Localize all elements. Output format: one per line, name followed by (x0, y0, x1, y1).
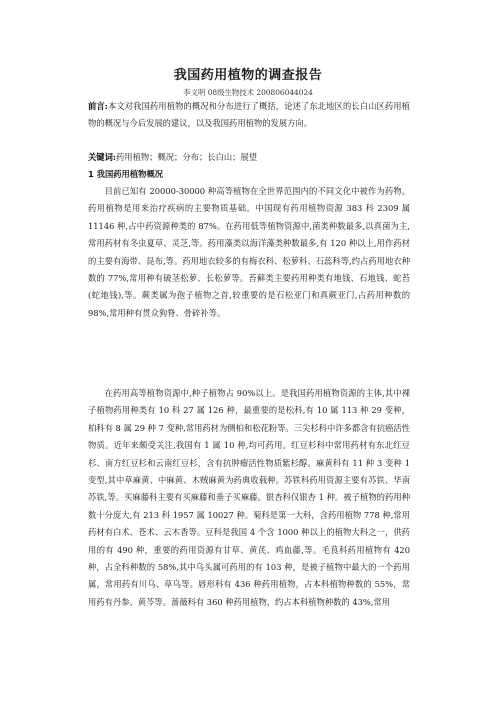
section-heading: 1 我国药用植物概况 (88, 169, 164, 179)
abstract-text: 本文对我国药用植物的概况和分布进行了概括，论述了东北地区的长白山区药用植物的概况与今后发展的建议，以及我国药用植物的发展方向。 (88, 101, 410, 129)
page-title: 我国药用植物的调查报告 (173, 68, 323, 83)
abstract-label: 前言: (88, 101, 108, 111)
keywords (88, 149, 410, 166)
abstract (88, 98, 410, 133)
author-line: 李义明 08级生物技术 200806044024 (183, 88, 313, 97)
paragraph: 目前已知有 20000-30000 种高等植物在全世界范围内的不同文化中被作为药物。药用植物是用来治疗疾病的主要物质基础。中国现有药用植物资源 383 科 2309 属 11146 种,占中药资源种类的 87%。在药用低等植物资源中,菌类种数最多,以真菌为主,常用药材有冬虫夏草、灵芝,等。药用藻类以海洋藻类种数最多,有 120 种以上,用作药材的主要有海带、昆布,等。药用地衣较多的有梅衣科、松萝科、石蕊科等,约占药用地衣种数的 77%,常用种有破茎松萝、长松萝等。苔藓类主要药用种类有地钱、石地钱、蛇苔(蛇地钱),等。蕨类属为孢子植物之首,较重要的是石松亚门和真蕨亚门,占药用种数的 98%,常用种有贯众狗脊、骨碎补等。 (88, 186, 410, 318)
paragraph: 在药用高等植物资源中,种子植物占 90%以上。是我国药用植物资源的主体,其中裸子植物药用种类有 10 科 27 属 126 种，最重要的是松科,有 10 属 113 种 29 变种，柏科有 8 属 29 种 7 变种,常用药材为侧柏和松花粉等。三尖杉科中许多都含有抗癌活性物质。近年来颇受关注,我国有 1 属 10 种,均可药用。红豆杉科中常用药材有东北红豆杉、南方红豆杉和云南红豆杉，含有抗肿瘤活性物质紫杉醇。麻黄科有 11 种 3 变种 1 变型,其中草麻黄、中麻黄、木贼麻黄为药典收载种。苏铁科药用资源主要有苏铁、华南苏铁,等。买麻藤科主要有买麻藤和垂子买麻藤。银杏科仅银杏 1 种。被子植物的药用种数十分庞大,有 213 科 1957 属 10027 种。菊科是第一大科，含药用植物 778 种,常用药材有白术、苍术、云木香等。豆科是我国 4 个含 1000 种以上的植物大科之一，供药用的有 490 种，重要的药用资源有甘草、黄芪、鸡血藤,等。毛茛科药用植物有 420 种，占全科种数的 58%,其中乌头属可药用的有 103 种，是被子植物中最大的一个药用属，常用药有川乌、草乌等。唇形科有 436 种药用植物，占本科植物种数的 55%，常用药有丹参、黄芩等。蔷薇科有 360 种药用植物，约占本科植物种数的 43%,常用 (88, 388, 410, 607)
keywords-text: 药用植物；概况；分布；长白山；展望 (115, 152, 258, 162)
keywords-label: 关键词: (88, 152, 116, 162)
